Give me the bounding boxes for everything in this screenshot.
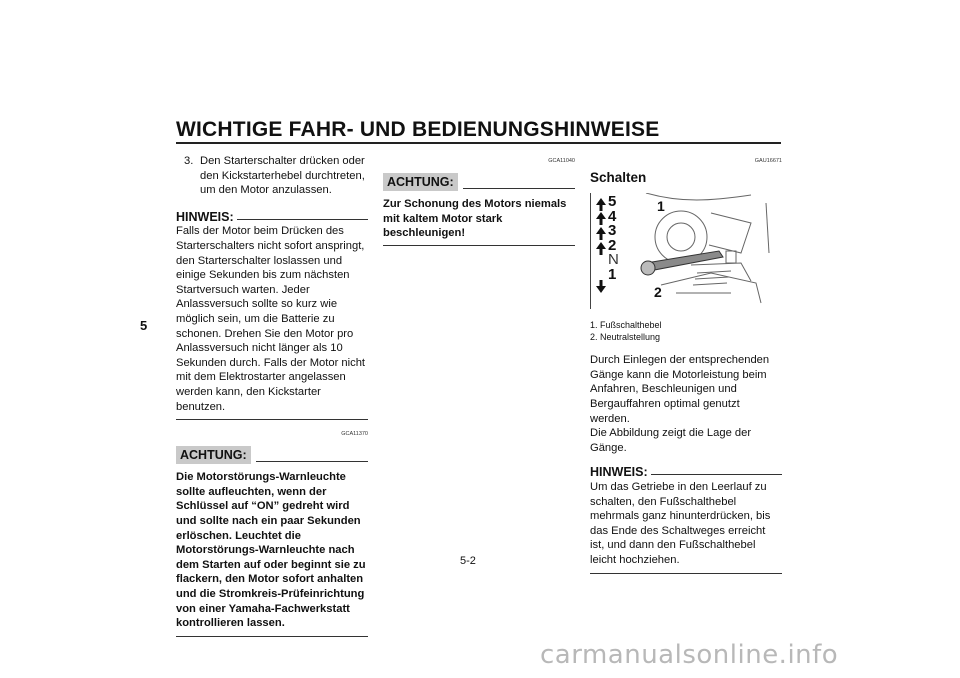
column-right	[590, 154, 782, 574]
column-left	[176, 154, 368, 637]
page-title: WICHTIGE FAHR- UND BEDIENUNGSHINWEISE	[176, 118, 660, 141]
caution-heading	[176, 446, 368, 465]
section-heading: Schalten	[590, 169, 647, 185]
gear-shift-figure	[590, 193, 776, 309]
gear-4: 4	[608, 207, 617, 225]
step-text: Den Starterschalter drücken oder den Kickstarterhebel durchtreten, um den Motor anzulassen.	[200, 155, 365, 197]
note-end-rule	[590, 573, 782, 574]
caution-end-rule	[176, 636, 368, 637]
legend-item: 2. Neutralstellung	[590, 332, 661, 343]
note-end-rule	[176, 419, 368, 420]
caution-code: GCA11370	[341, 431, 368, 438]
column-middle	[383, 154, 575, 246]
caution-label: ACHTUNG:	[383, 173, 458, 192]
note-heading	[590, 465, 782, 480]
callout-1: 1	[657, 198, 665, 215]
gear-neutral: N	[608, 251, 619, 269]
figure-legend	[590, 319, 782, 343]
note-label: HINWEIS:	[590, 465, 648, 480]
gear-5: 5	[608, 193, 617, 211]
watermark: carmanualsonline.info	[540, 640, 839, 670]
body-text: Durch Einlegen der entsprechenden Gänge kann die Motorleistung beim Anfahren, Beschleunigen und Bergauffahren optimal genutzt werden.	[590, 354, 770, 425]
gear-labels	[608, 195, 619, 282]
body-text-2: Die Abbildung zeigt die Lage der Gänge.	[590, 427, 752, 454]
note-text: Falls der Motor beim Drücken des Starterschalters nicht sofort anspringt, den Starterschalter loslassen und einige Sekunden bis zum nächsten Startversuch warten. Jeder Anlassversuch sollte so kurz wie möglich sein, um die Batterie zu schonen. Drehen Sie den Motor pro Anlassversuch nicht länger als 10 Sekunden durch. Falls der Motor nicht mit dem Elektrostarter angelassen werden kann, den Kickstarter benutzen.	[176, 225, 366, 413]
callout-2: 2	[654, 284, 662, 301]
page-number: 5-2	[460, 555, 476, 567]
section-code: GAU16671	[754, 158, 782, 164]
caution-code: GCA11040	[548, 158, 575, 164]
caution-label: ACHTUNG:	[176, 446, 251, 465]
step-number: 3.	[184, 155, 194, 167]
title-rule	[176, 142, 781, 144]
gear-1: 1	[608, 265, 617, 283]
gear-3: 3	[608, 222, 617, 240]
caution-heading	[383, 173, 575, 192]
legend-item: 1. Fußschalthebel	[590, 320, 662, 331]
note-label: HINWEIS:	[176, 209, 234, 224]
caution-end-rule	[383, 245, 575, 246]
step-3	[176, 154, 368, 198]
gear-2: 2	[608, 236, 617, 254]
chapter-tab: 5	[140, 318, 148, 333]
caution-text: Zur Schonung des Motors niemals mit kaltem Motor stark beschleunigen!	[383, 198, 567, 240]
caution-text: Die Motorstörungs-Warnleuchte sollte aufleuchten, wenn der Schlüssel auf “ON” gedreht wird und sollte nach ein paar Sekunden erlöschen. Leuchtet die Motorstörungs-Warnleuchte nach dem Starten auf oder beginnt sie zu flackern, den Motor sofort anhalten und die Stromkreis-Prüfeinrichtung von einer Yamaha-Fachwerkstatt kontrollieren lassen.	[176, 471, 366, 630]
note-text: Um das Getriebe in den Leerlauf zu schalten, den Fußschalthebel mehrmals ganz hinunterdrücken, bis das Ende des Schaltweges erreicht ist, und dann den Fußschalthebel leicht hochziehen.	[590, 480, 771, 566]
note-heading	[176, 210, 368, 225]
